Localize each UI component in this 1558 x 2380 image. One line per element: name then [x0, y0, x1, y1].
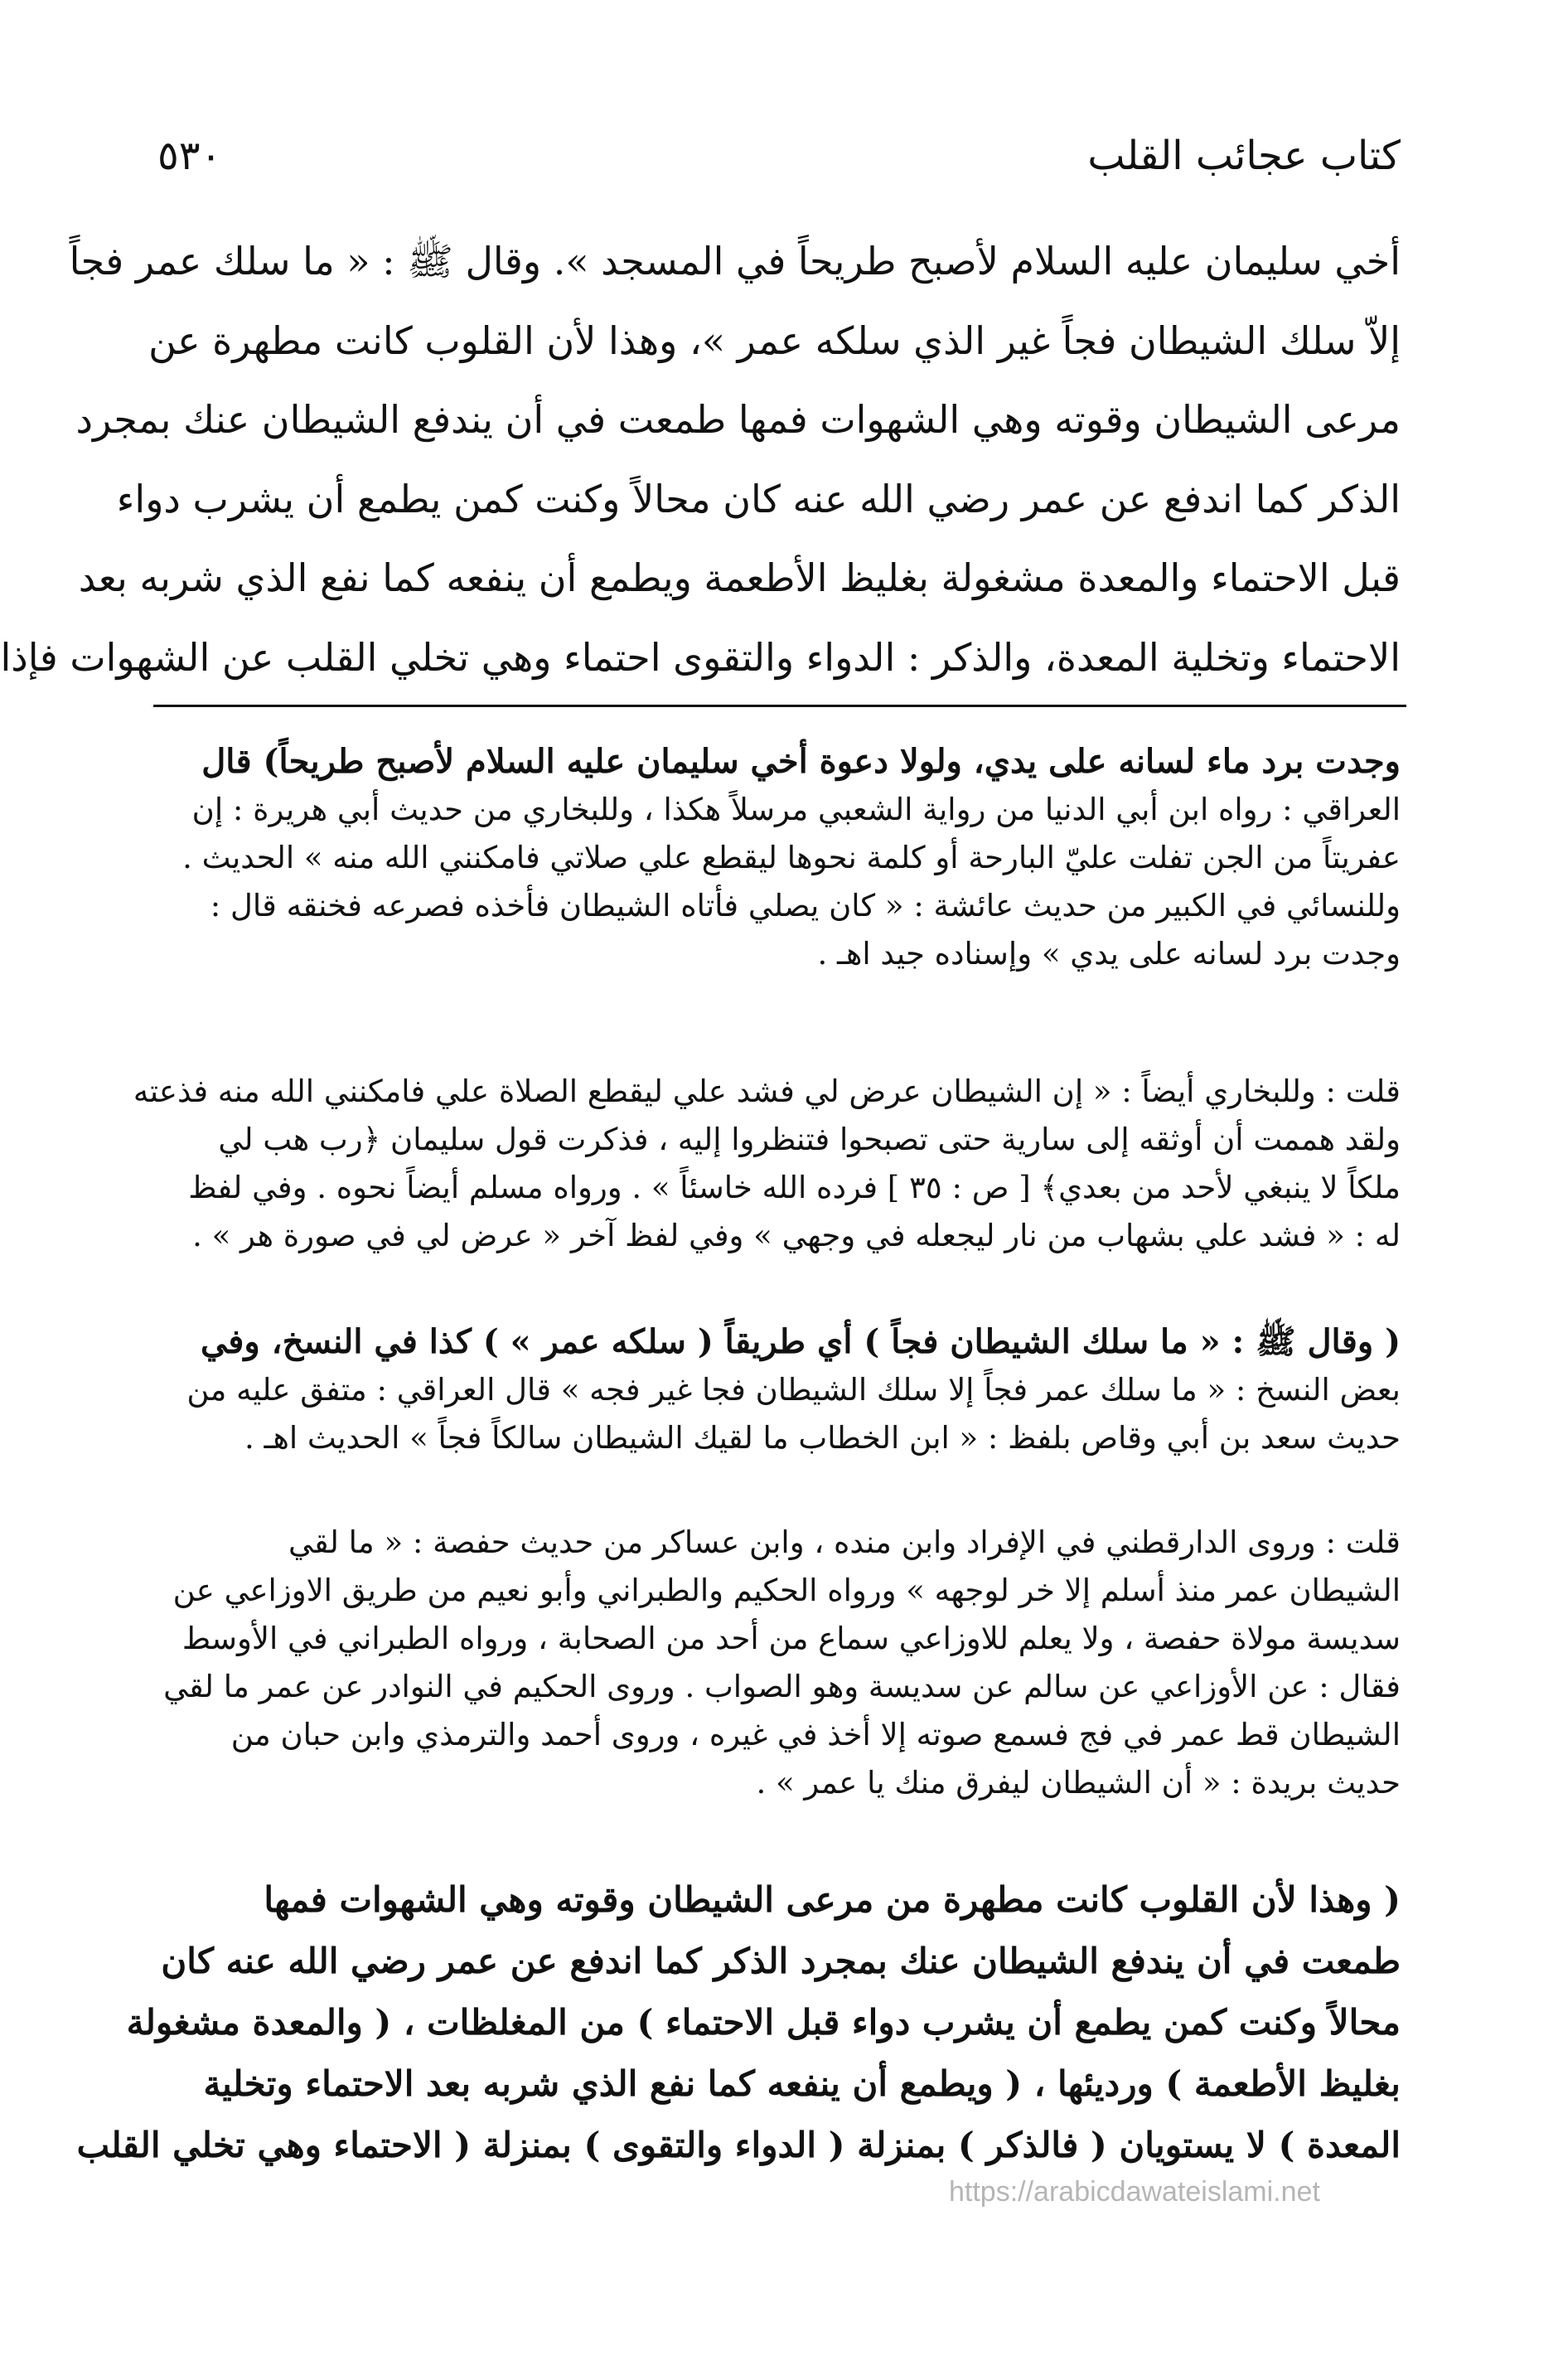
- main-text-line: إلاّ سلك الشيطان فجاً غير الذي سلكه عمر »، وهذا لأن القلوب كانت مطهرة عن: [148, 317, 1401, 363]
- commentary-line: بعض النسخ : « ما سلك عمر فجاً إلا سلك الشيطان فجا غير فجه » قال العراقي : متفق عليه من: [186, 1372, 1401, 1408]
- commentary-line: الشيطان عمر منذ أسلم إلا خر لوجهه » ورواه الحكيم والطبراني وأبو نعيم من طريق الاوزاعي عن: [172, 1573, 1401, 1608]
- commentary-line: فقال : عن الأوزاعي عن سالم عن سديسة وهو الصواب . وروى الحكيم في النوادر عن عمر ما لقي: [163, 1669, 1401, 1704]
- commentary-block-4: [157, 1519, 1401, 1807]
- commentary-line: ولقد هممت أن أوثقه إلى سارية حتى تصبحوا فتنظروا إليه ، فذكرت قول سليمان ﴿رب هب لي: [218, 1122, 1401, 1157]
- commentary-block-1: [157, 738, 1401, 978]
- main-text-line: قبل الاحتماء والمعدة مشغولة بغليظ الأطعمة ويطمع أن ينفعه كما نفع الذي شربه بعد: [78, 555, 1401, 600]
- commentary-line: له : « فشد علي بشهاب من نار ليجعله في وجهي » وفي لفظ آخر « عرض لي في صورة هر » .: [192, 1218, 1401, 1253]
- commentary-line: قلت : وللبخاري أيضاً : « إن الشيطان عرض لي فشد علي ليقطع الصلاة علي فامكنني الله منه فذعته: [133, 1074, 1401, 1109]
- commentary-line: وجدت برد لسانه على يدي » وإسناده جيد اهـ .: [817, 936, 1401, 972]
- commentary-line: الشيطان قط عمر في فج فسمع صوته إلا أخذ في غيره ، وروى أحمد والترمذي وابن حبان من: [230, 1717, 1401, 1752]
- main-text-line: الاحتماء وتخلية المعدة، والذكر : الدواء والتقوى احتماء وهي تخلي القلب عن الشهوات فإذا: [0, 634, 1401, 680]
- commentary-line: حديث سعد بن أبي وقاص بلفظ : « ابن الخطاب ما لقيك الشيطان سالكاً فجاً » الحديث اهـ .: [244, 1420, 1401, 1456]
- page-header: [157, 124, 1401, 199]
- footnote-divider: [153, 705, 1406, 707]
- main-text-line: الذكر كما اندفع عن عمر رضي الله عنه كان محالاً وكنت كمن يطمع أن يشرب دواء: [116, 476, 1401, 521]
- page-number: ٥٣٠: [157, 133, 222, 179]
- commentary-block-3: [157, 1318, 1401, 1462]
- commentary-line: وجدت برد ماء لسانه على يدي، ولولا دعوة أخي سليمان عليه السلام لأصبح طريحاً) قال: [201, 742, 1401, 781]
- bold-line: بغليظ الأطعمة ) ورديئها ، ( ويطمع أن ينفعه كما نفع الذي شربه بعد الاحتماء وتخلية: [203, 2063, 1401, 2104]
- main-text-line: مرعى الشيطان وقوته وهي الشهوات فمها طمعت في أن يندفع الشيطان عنك بمجرد: [75, 397, 1401, 442]
- bold-line: المعدة ) لا يستويان ( فالذكر ) بمنزلة ( الدواء والتقوى ) بمنزلة ( الاحتماء وهي تخلي القلب: [76, 2125, 1401, 2165]
- commentary-line: ( وقال ﷺ : « ما سلك الشيطان فجاً ) أي طريقاً ( سلكه عمر » ) كذا في النسخ، وفي: [200, 1322, 1401, 1361]
- bold-line: ( وهذا لأن القلوب كانت مطهرة من مرعى الشيطان وقوته وهي الشهوات فمها: [264, 1879, 1401, 1920]
- commentary-line: وللنسائي في الكبير من حديث عائشة : « كان يصلي فأتاه الشيطان فأخذه فصرعه فخنقه قال :: [210, 888, 1401, 923]
- commentary-line: سديسة مولاة حفصة ، ولا يعلم للاوزاعي سماع من أحد من الصحابة ، ورواه الطبراني في الأوسط: [181, 1621, 1401, 1656]
- bold-line: طمعت في أن يندفع الشيطان عنك بمجرد الذكر كما اندفع عن عمر رضي الله عنه كان: [161, 1941, 1401, 1981]
- running-title: كتاب عجائب القلب: [1087, 133, 1401, 179]
- main-text: [0, 222, 1401, 697]
- commentary-block-2: [133, 1068, 1401, 1260]
- bold-line: محالاً وكنت كمن يطمع أن يشرب دواء قبل الاحتماء ) من المغلظات ، ( والمعدة مشغولة: [126, 2002, 1401, 2043]
- bold-commentary: [76, 1869, 1401, 2176]
- main-text-line: أخي سليمان عليه السلام لأصبح طريحاً في المسجد ». وقال ﷺ : « ما سلك عمر فجاً: [69, 239, 1401, 284]
- commentary-line: ملكاً لا ينبغي لأحد من بعدي﴾ [ ص : ٣٥ ] فرده الله خاسئاً » . ورواه مسلم أيضاً نحوه . وفي لفظ: [188, 1170, 1401, 1205]
- commentary-line: عفريتاً من الجن تفلت عليّ البارحة أو كلمة نحوها ليقطع علي صلاتي فامكنني الله منه » الحديث .: [182, 840, 1401, 875]
- commentary-line: قلت : وروى الدارقطني في الإفراد وابن منده ، وابن عساكر من حديث حفصة : « ما لقي: [288, 1524, 1401, 1560]
- commentary-line: حديث بريدة : « أن الشيطان ليفرق منك يا عمر » .: [756, 1765, 1401, 1801]
- commentary-line: العراقي : رواه ابن أبي الدنيا من رواية الشعبي مرسلاً هكذا ، وللبخاري من حديث أبي هريرة : إن: [191, 792, 1401, 827]
- source-watermark: https://arabicdawateislami.net: [949, 2176, 1320, 2208]
